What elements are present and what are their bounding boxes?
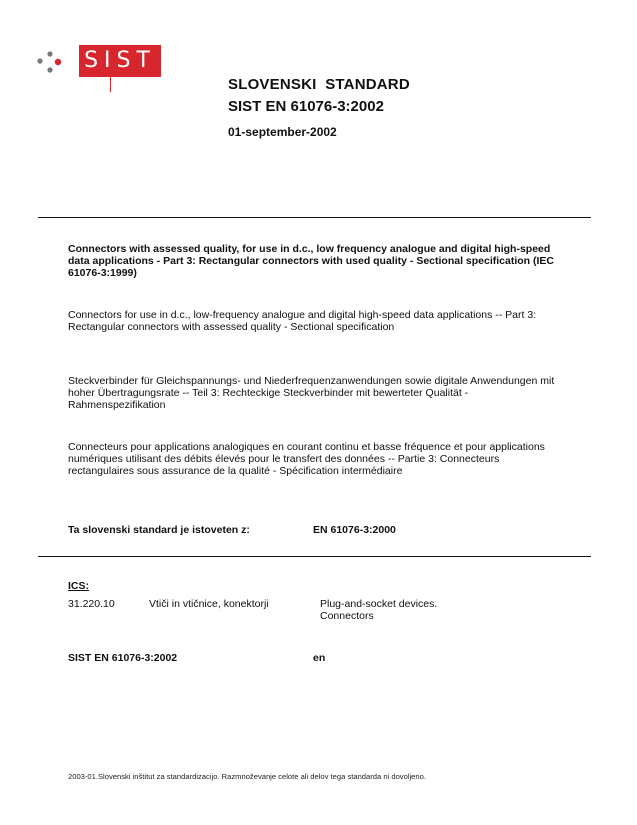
ics-name-slovenian: Vtiči in vtičnice, konektorji xyxy=(149,598,269,610)
document-language: en xyxy=(313,652,326,664)
ics-label: ICS: xyxy=(68,580,89,592)
identity-label: Ta slovenski standard je istoveten z: xyxy=(68,524,250,536)
publication-date: 01-september-2002 xyxy=(228,125,337,139)
title-french: Connecteurs pour applications analogiques en courant continu et basse fréquence et pour applications numériques utilisant des débits élevés pour le transfert des données -- Partie 3: Connecteurs rectangulaires sous assurance de la qualité - Spécification intermédiaire xyxy=(68,441,545,477)
ics-name-english: Plug-and-socket devices. Connectors xyxy=(320,598,438,622)
title-english: Connectors for use in d.c., low-frequency analogue and digital high-speed data applications -- Part 3: Rectangular connectors with assessed quality - Sectional specification xyxy=(68,309,537,333)
standard-type-heading: SLOVENSKI STANDARD xyxy=(228,76,410,93)
title-german: Steckverbinder für Gleichspannungs- und Niederfrequenzanwendungen sowie digitale Anwendungen mit hoher Übertragungsrate -- Teil 3: Rechteckige Steckverbinder mit bewerteter Qualität - Rahmenspezifikation xyxy=(68,375,555,411)
top-divider xyxy=(38,217,591,218)
sist-logo: SIST xyxy=(79,45,161,77)
logo-underline xyxy=(110,77,111,92)
identity-value: EN 61076-3:2000 xyxy=(313,524,396,536)
bottom-divider xyxy=(38,556,591,557)
logo-dots-icon xyxy=(34,50,74,80)
document-code: SIST EN 61076-3:2002 xyxy=(68,652,178,664)
standard-code-heading: SIST EN 61076-3:2002 xyxy=(228,98,384,115)
title-slovenian: Connectors with assessed quality, for use in d.c., low frequency analogue and digital high-speed data applications - Part 3: Rectangular connectors with used quality - Sectional specification (IEC 61076-3:1999) xyxy=(68,243,555,279)
copyright-notice: 2003-01.Slovenski inštitut za standardizacijo. Razmnoževanje celote ali delov tega standarda ni dovoljeno. xyxy=(68,772,426,781)
ics-code: 31.220.10 xyxy=(68,598,115,610)
